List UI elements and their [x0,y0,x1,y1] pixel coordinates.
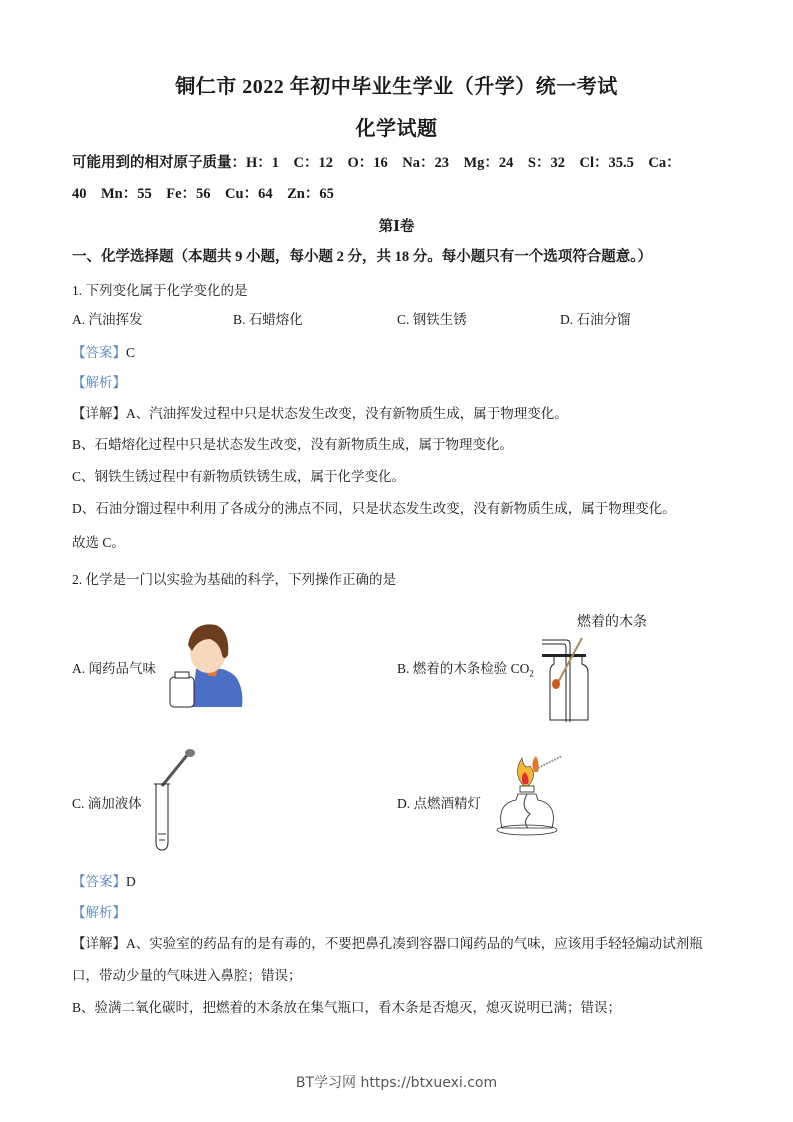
q2-detail-a: 【详解】A、实验室的药品有的是有毒的，不要把鼻孔凑到容器口闻药品的气味，应该用手轻轻煽动试剂瓶 [72,936,703,951]
smelling-chemical-figure [166,617,246,709]
q2-option-d: D. 点燃酒精灯 [397,796,481,811]
q1-detail-b: B、石蜡熔化过程中只是状态发生改变，没有新物质生成，属于物理变化。 [72,437,514,452]
q1-detail-a: 【详解】A、汽油挥发过程中只是状态发生改变，没有新物质生成，属于物理变化。 [72,406,568,421]
q2-option-a: A. 闻药品气味 [72,661,156,676]
dropper-test-tube-figure [150,748,200,852]
answer-label: 【答案】 [72,874,126,889]
q1-option-b: B. 石蜡熔化 [233,312,303,327]
burning-stick-caption: 燃着的木条 [577,614,647,630]
exam-title: 铜仁市 2022 年初中毕业生学业（升学）统一考试 [175,76,618,98]
q2-detail-a-cont: 口，带动少量的气味进入鼻腔；错误； [72,968,302,983]
answer-label: 【答案】 [72,345,126,360]
alcohol-lamp-figure [490,752,570,842]
q1-option-a: A. 汽油挥发 [72,312,143,327]
q2-stem: 2. 化学是一门以实验为基础的科学，下列操作正确的是 [72,572,396,587]
q1-option-d: D. 石油分馏 [560,312,631,327]
exam-subtitle: 化学试题 [355,118,438,140]
q1-answer [72,341,135,361]
gas-bottle-burning-stick-figure [540,634,600,724]
section-heading: 一、化学选择题（本题共 9 小题，每小题 2 分，共 18 分。每小题只有一个选项符合题意。） [72,249,652,265]
volume-heading: 第Ⅰ卷 [378,219,415,235]
detail-label: 【详解】 [72,936,126,951]
q2-analysis-label: 【解析】 [72,905,126,920]
answer-value: C [126,345,136,360]
q1-analysis-label: 【解析】 [72,375,126,390]
q1-detail-c: C、钢铁生锈过程中有新物质铁锈生成，属于化学变化。 [72,469,406,484]
atomic-mass-line-2: 40 Mn：55 Fe：56 Cu：64 Zn：65 [72,186,334,202]
q2-detail-b: B、验满二氧化碳时，把燃着的木条放在集气瓶口，看木条是否熄灭，熄灭说明已满；错误； [72,1000,622,1015]
q2-option-c: C. 滴加液体 [72,796,142,811]
q2-option-b: B. 燃着的木条检验 $CO_2$ [397,661,534,679]
answer-value: D [126,874,136,889]
q1-stem: 1. 下列变化属于化学变化的是 [72,283,248,298]
q1-conclusion: 故选 C。 [72,535,125,550]
watermark-footer: BT学习网 https://btxuexi.com [295,1075,498,1091]
q1-option-c: C. 钢铁生锈 [397,312,467,327]
q1-detail-d: D、石油分馏过程中利用了各成分的沸点不同，只是状态发生改变，没有新物质生成，属于物理变化。 [72,501,676,516]
q2-answer [72,870,136,890]
atomic-mass-line-1: 可能用到的相对原子质量：H：1 C：12 O：16 Na：23 Mg：24 S：32 Cl：35.5 Ca： [72,155,681,171]
detail-label: 【详解】 [72,406,126,421]
